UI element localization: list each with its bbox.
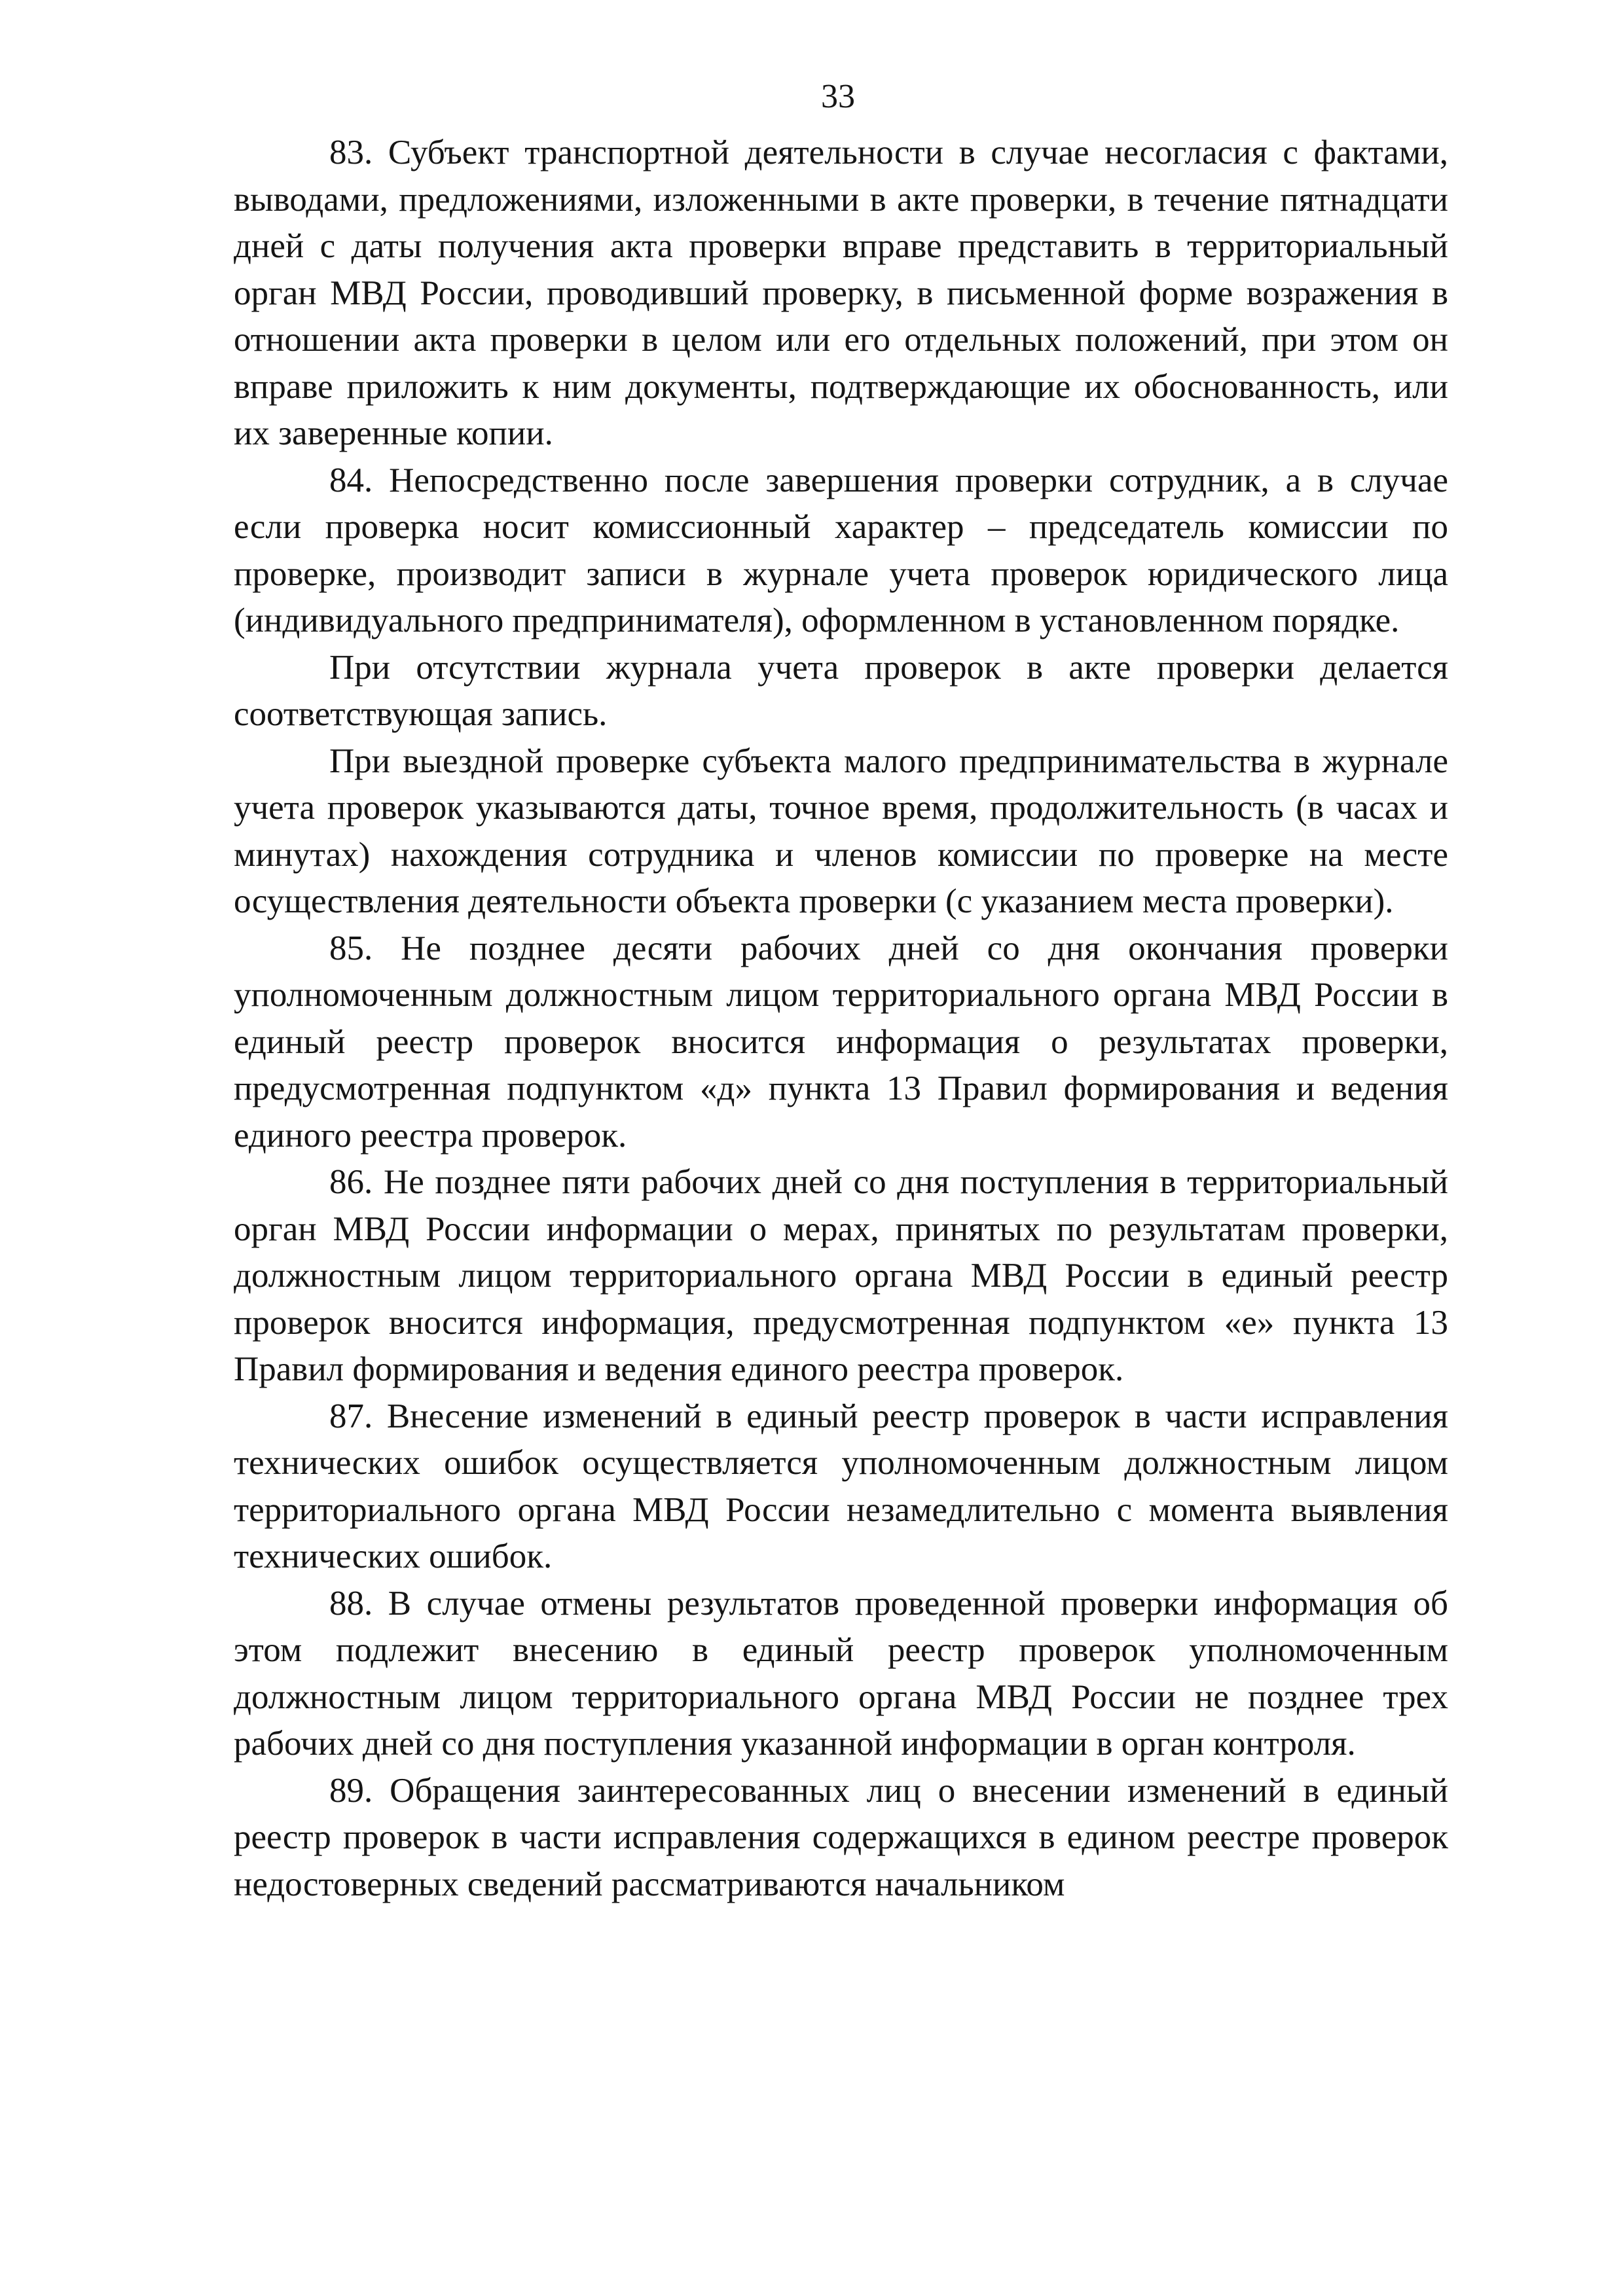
paragraph-84-small-business: При выездной проверке субъекта малого предпринимательства в журнале учета проверок указываются даты, точное время, продолжительность (в часах и минутах) нахождения сотрудника и членов комиссии по проверке на месте осуществления деятельности объекта проверки (с указанием места проверки). (234, 742, 1448, 920)
paragraph-88: 88. В случае отмены результатов проведенной проверки информация об этом подлежит внесению в единый реестр проверок уполномоченным должностным лицом территориального органа МВД России не позднее трех рабочих дней со дня поступления указанной информации в орган контроля. (234, 1584, 1448, 1763)
paragraph-86: 86. Не позднее пяти рабочих дней со дня поступления в территориальный орган МВД России информации о мерах, принятых по результатам проверки, должностным лицом территориального органа МВД России в единый реестр проверок вносится информация, предусмотренная подпунктом «е» пункта 13 Правил формирования и ведения единого реестра проверок. (234, 1163, 1448, 1388)
paragraph-84: 84. Непосредственно после завершения проверки сотрудник, а в случае если проверка носит комиссионный характер – председатель комиссии по проверке, производит записи в журнале учета проверок юридического лица (индивидуального предпринимателя), оформленном в установленном порядке. (234, 461, 1448, 639)
paragraph-89: 89. Обращения заинтересованных лиц о внесении изменений в единый реестр проверок в части исправления содержащихся в едином реестре проверок недостоверных сведений рассматриваются начальником (234, 1771, 1448, 1903)
paragraph-85: 85. Не позднее десяти рабочих дней со дня окончания проверки уполномоченным должностным лицом территориального органа МВД России в единый реестр проверок вносится информация о результатах проверки, предусмотренная подпунктом «д» пункта 13 Правил формирования и ведения единого реестра проверок. (234, 929, 1448, 1155)
page-number: 33 (821, 78, 855, 115)
paragraph-87: 87. Внесение изменений в единый реестр проверок в части исправления технических ошибок осуществляется уполномоченным должностным лицом территориального органа МВД России незамедлительно с момента выявления технических ошибок. (234, 1397, 1448, 1575)
paragraph-83: 83. Субъект транспортной деятельности в случае несогласия с фактами, выводами, предложениями, изложенными в акте проверки, в течение пятнадцати дней с даты получения акта проверки вправе представить в территориальный орган МВД России, проводивший проверку, в письменной форме возражения в отношении акта проверки в целом или его отдельных положений, при этом он вправе приложить к ним документы, подтверждающие их обоснованность, или их заверенные копии. (234, 134, 1448, 452)
document-body (234, 130, 1448, 1908)
paragraph-84-no-journal: При отсутствии журнала учета проверок в акте проверки делается соответствующая запись. (234, 648, 1448, 733)
